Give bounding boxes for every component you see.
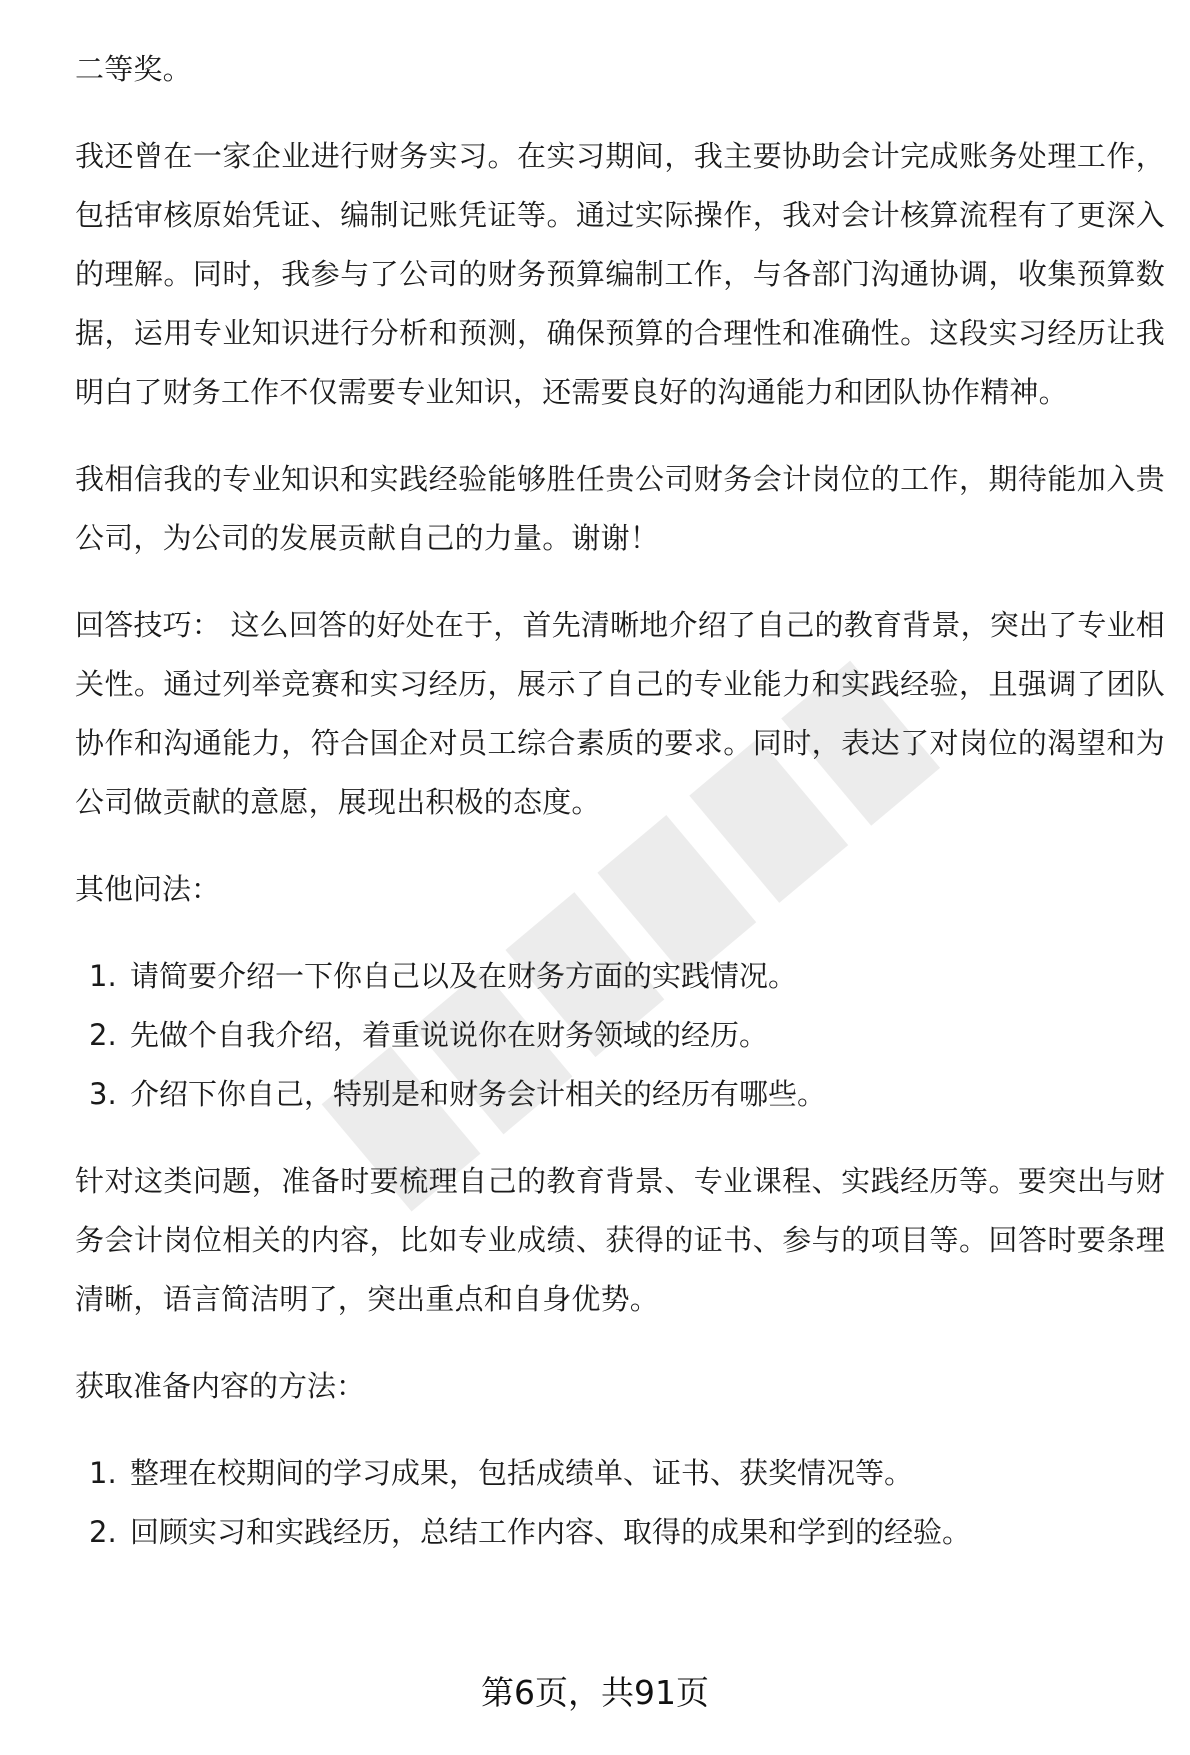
list-text: 先做个自我介绍，着重说说你在财务领域的经历。 xyxy=(130,1018,769,1052)
list-text: 介绍下你自己，特别是和财务会计相关的经历有哪些。 xyxy=(130,1077,827,1111)
answer-tips-paragraph: 回答技巧： 这么回答的好处在于，首先清晰地介绍了自己的教育背景，突出了专业相关性。通过列举竞赛和实习经历，展示了自己的专业能力和实践经验，且强调了团队协作和沟通能力，符合国企对员工综合素质的要求。同时，表达了对岗位的渴望和为公司做贡献的意愿，展现出积极的态度。 xyxy=(75,608,1165,819)
other-questions-heading: 其他问法： xyxy=(75,872,221,906)
list-number: 3. xyxy=(89,1077,117,1111)
advice-paragraph: 针对这类问题，准备时要梳理自己的教育背景、专业课程、实践经历等。要突出与财务会计岗位相关的内容，比如专业成绩、获得的证书、参与的项目等。回答时要条理清晰，语言简洁明了，突出重点和自身优势。 xyxy=(75,1164,1165,1316)
list-item xyxy=(75,1065,1165,1124)
preparation-heading: 获取准备内容的方法： xyxy=(75,1369,366,1403)
intro-fragment: 二等奖。 xyxy=(75,52,192,86)
other-questions-list xyxy=(75,947,1165,1124)
list-item xyxy=(75,1444,1165,1503)
list-number: 2. xyxy=(89,1018,117,1052)
list-number: 1. xyxy=(89,959,117,993)
list-number: 2. xyxy=(89,1515,117,1549)
closing-paragraph: 我相信我的专业知识和实践经验能够胜任贵公司财务会计岗位的工作，期待能加入贵公司，为公司的发展贡献自己的力量。谢谢！ xyxy=(75,462,1165,555)
preparation-list xyxy=(75,1444,1165,1562)
internship-paragraph: 我还曾在一家企业进行财务实习。在实习期间，我主要协助会计完成账务处理工作，包括审核原始凭证、编制记账凭证等。通过实际操作，我对会计核算流程有了更深入的理解。同时，我参与了公司的财务预算编制工作，与各部门沟通协调，收集预算数据，运用专业知识进行分析和预测，确保预算的合理性和准确性。这段实习经历让我明白了财务工作不仅需要专业知识，还需要良好的沟通能力和团队协作精神。 xyxy=(75,139,1165,409)
list-item xyxy=(75,947,1165,1006)
list-number: 1. xyxy=(89,1456,117,1490)
list-text: 整理在校期间的学习成果，包括成绩单、证书、获奖情况等。 xyxy=(130,1456,914,1490)
document-body xyxy=(75,40,1165,1590)
page-number-footer: 第6页，共91页 xyxy=(481,1673,709,1712)
list-text: 回顾实习和实践经历，总结工作内容、取得的成果和学到的经验。 xyxy=(130,1515,972,1549)
list-item xyxy=(75,1503,1165,1562)
list-item xyxy=(75,1006,1165,1065)
list-text: 请简要介绍一下你自己以及在财务方面的实践情况。 xyxy=(130,959,798,993)
